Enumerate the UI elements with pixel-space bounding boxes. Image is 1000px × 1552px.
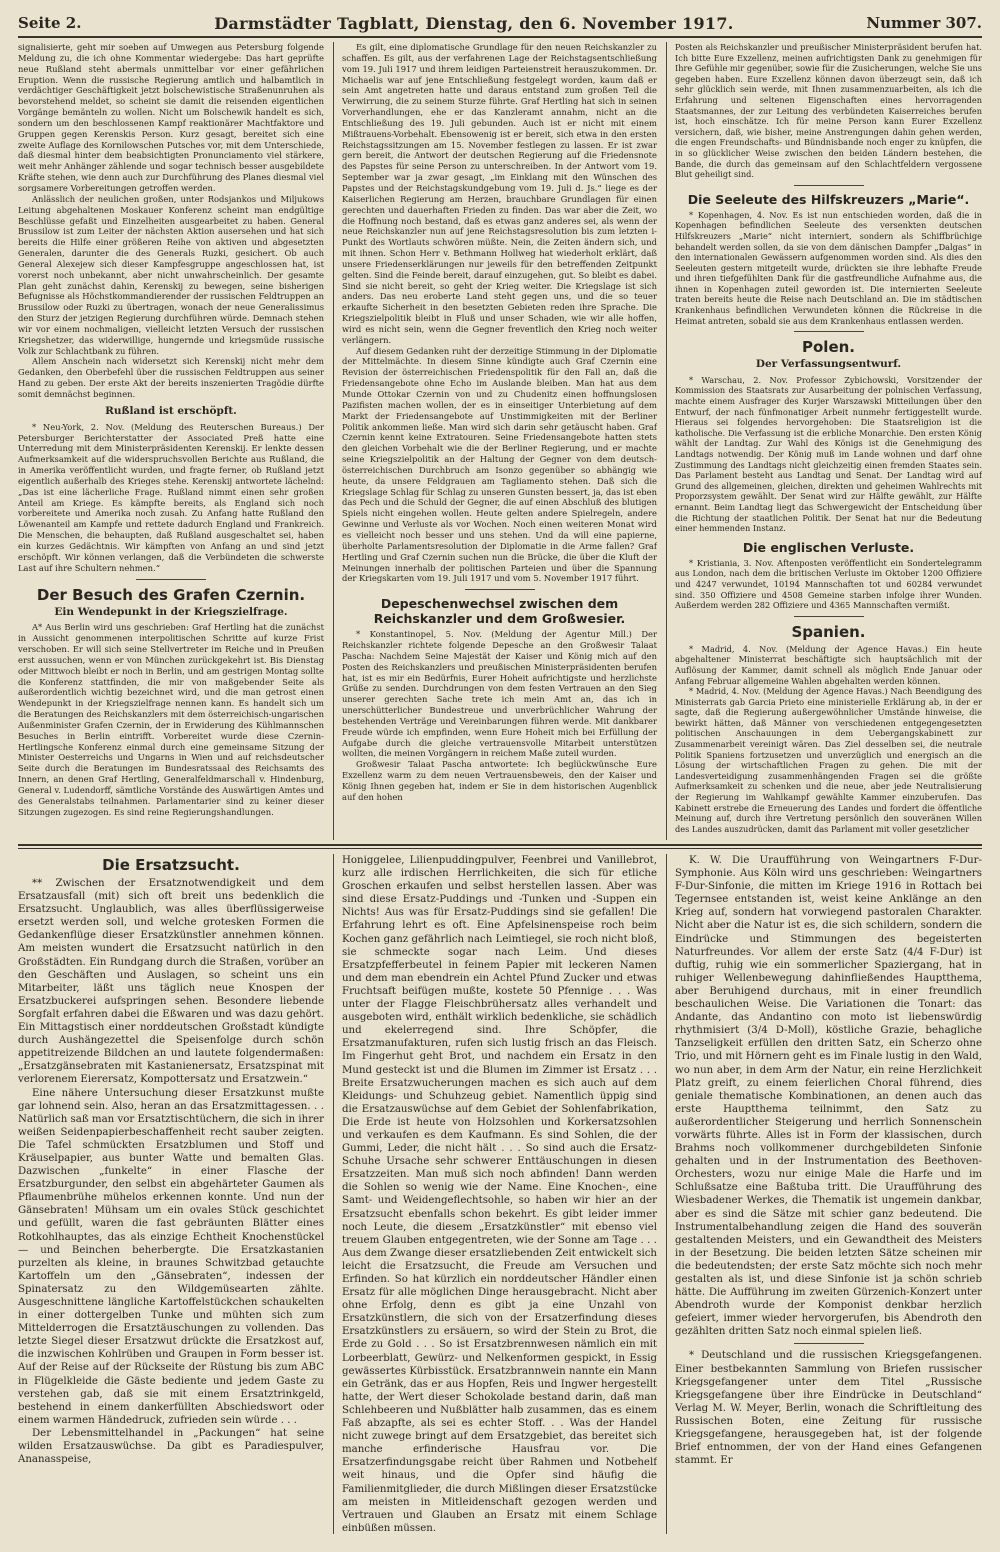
- article-text: * Neu-York, 2. Nov. (Meldung des Reuterschen Bureaus.) Der Petersburger Berichterstatter der Associated Preß hatte eine Unterredung mit dem Ministerpräsidenten Kerenskij. Er lenkte dessen Aufmerksamkeit auf die widerspruchsvollen Berichte aus Rußland, die in Amerika veröffentlicht wurden, und fragte ferner, ob Rußland jetzt eigentlich außerhalb des Krieges stehe. Kerenskij antwortete lächelnd: „Das ist eine lächerliche Frage. Rußland nimmt einen sehr großen Anteil am Kriege. Es kämpfte bereits, als England sich noch vorbereitete und Amerika noch zusah. Zu Anfang hatte Rußland den Löwenanteil am Kampfe und rettete dadurch England und Frankreich. Die Menschen, die behaupten, daß Rußland ausgeschaltet sei, haben ein kurzes Gedächtnis. Wir kämpften von Anfang an und sind jetzt erschöpft. Wir können verlangen, daß die Verbündeten die schwerste Last auf ihre Schultern nehmen.“: [18, 421, 324, 573]
- separator: [794, 331, 864, 332]
- article-text: Honiggelee, Lilienpuddingpulver, Feenbrei und Vanillebrot, kurz alle irdischen Herrlichkeiten, die sich für etliche Groschen erkaufen und selbst herstellen lassen. Aber was sind diese Ersatz-Puddings und -Tunken und -Suppen ein Nichts! Aus was für Ersatz-Puddings sind sie gefallen! Die Erfahrung lehrt es oft. Eine Apfelsinenspeise roch beim Kochen ganz gefährlich nach Leimtiegel, sie roch nicht bloß, sie schmeckte sogar nach Leim. Und dieses Ersatzpfefferbeutel in feinem Papier mit leckeren Namen und dem man ebendrein ein Achtel Pfund Zucker und etwas Fruchtsaft beifügen mußte, kostete 50 Pfennige . . . Was unter der Flagge Fleischbrühersatz alles verhandelt und ausgeboten wird, enthält wirklich bedenkliche, sie schädlich und ekelerregend sind. Ihre Schöpfer, die Ersatzmanufakturen, rufen sich lustig frisch an das Fleisch. Im Fingerhut geht Brot, und nachdem ein Ersatz in den Mund gesteckt ist und die Blumen im Zimmer ist Ersatz . . . Breite Ersatzwucherungen machen es sich auch auf dem Kleidungs- und Schuhzeug gebiet. Namentlich üppig sind die Ersatzauswüchse auf dem Gebiet der Sohlenfabrikation, Die Erde ist heute von Holzsohlen und Korkersatzsohlen und verkaufen es dem Kaufmann. Es sind Sohlen, die der Gummi, Leder, die nicht hält . . . So sind auch die Ersatz-Schuhe Ursache sehr schwerer Enttäuschungen in diesen Ersatzzeiten. Man muß sich noch abfinden! Dann werden die Sohlen so wenig wie der Name. Eine Knochen-, eine Samt- und Weidengeflechtsohle, so haben wir hier an der Ersatzsucht ebenfalls schon bekehrt. Es gibt leider immer noch Leute, die diesem „Ersatzkünstler“ mit ebenso viel treuem Glauben entgegentreten, wie der Sonne am Tage . . . Aus dem Zwange dieser ersatzliebenden Zeit entwickelt sich leicht die Ersatzsucht, die Freude am Versuchen und Erfinden. So hat kürzlich ein norddeutscher Händler einen Ersatz für alle möglichen Dinge herausgebracht. Nicht aber ohne Erfolg, denn es gibt ja eine Unzahl von Ersatzkünstlern, die sich von der Ersatzerfindung dieses Ersatzkünstlers zu ersäuern, so wird der Stein zu Brot, die Erde zu Gold . . . So ist Ersatzbrennwesen nämlich ein mit Lorbeerblatt, Gewürz- und Nelkenformen gespickt, in Essig gewässertes Kürbisstück. Ersatzbrannwein nannte ein Mann ein Getränk, das er aus Hopfen, Reis und Ingwer hergestellt hatte, der Wert dieser Schokolade bestand darin, daß man Schlehbeeren und Nußblätter halb zusammen, das es einem Faß abzapfte, als sei es echter Stoff. . . Was der Handel nicht zuwege bringt auf dem Ersatzgebiet, das bereitet sich manche erfinderische Hausfrau vor. Die Ersatzerfindungsgabe reicht über Rahmen und Notbehelf weit hinaus, und die Opfer sind häufig die Familienmitglieder, die durch Mißlingen dieser Ersatzstücke am meisten in Mitleidenschaft gezogen werden und Vertrauen und Glauben an Ersatz mit einem Schlage einbüßen müssen.: [342, 855, 657, 1534]
- separator: [136, 579, 206, 580]
- article-headline: Polen.: [802, 338, 855, 357]
- article-text: Der Lebensmittelhandel in „Packungen“ hat seine wilden Ersatzauswüchse. Da gibt es Paradiespulver, Ananasspeise,: [18, 1427, 324, 1466]
- article-headline: Der Besuch des Grafen Czernin.: [36, 585, 306, 604]
- article-text: Anlässlich der neulichen großen, unter Rodsjankos und Miljukows Leitung abgehaltenen Moskauer Konferenz scheint man endgültige Beschlüsse gefaßt und Einzelheiten ausgearbeitet zu haben. General Brussilow ist zum Leiter der nächsten Aktion ausersehen und hat sich bereits die Hilfe einer größeren Reihe von aktiven und abgesetzten Generalen, darunter die des Generals Ruzki, gesichert. Ob auch General Alexejew sich dieser Kampfesgruppe angeschlossen hat, ist vorerst noch unbekannt, aber nicht unwahrscheinlich. Der gesamte Plan geht zunächst dahin, Kerenskij zu bewegen, seine bisherigen Befugnisse als Höchstkommandierender der russischen Feldtruppen an Brussilow oder Ruzki zu übertragen, wonach der neue Generalissimus den Sturz der jetzigen Regierung durchführen würde. Demnach stehen wir vor einem nochmaligen, vielleicht letzten Versuch der russischen Kriegshetzer, das widerwillige, hungernde und kriegsmüde russische Volk zur Schlachtbank zu führen.: [18, 193, 324, 356]
- separator: [465, 589, 535, 590]
- article-headline: Die englischen Verluste.: [742, 539, 915, 555]
- article-text: A* Aus Berlin wird uns geschrieben: Graf Hertling hat die zunächst in Aussicht genommenen interpolitischen Schritte auf kurze Frist verschoben. Er will sich seine Stellvertreter im Reiche und in Preußen erst aussuchen, wenn er von München zurückgekehrt ist. Bis Dienstag oder Mittwoch bleibt er noch in Berlin, und am gestrigen Montag sollte die Konferenz stattfinden, die mir von maßgebender Seite als außerordentlich wichtig bezeichnet wird, und die man getrost einen Wendepunkt in der Kriegszielfrage nennen kann. Es handelt sich um die Beratungen des Reichskanzlers mit dem österreichisch-ungarischen Außenminister Grafen Czernin, der in Erwiderung des Kühlmannschen Besuches in Berlin eintrifft. Vorbereitet wurde diese Czernin-Hertlingsche Konferenz einmal durch eine gemeinsame Sitzung der Minister Oesterreichs und Ungarns in Wien und auf reichsdeutscher Seite durch die Beratungen im Bundesratssaal des Reichsamts des Innern, an denen Graf Hertling, Generalfeldmarschall v. Hindenburg, General v. Ludendorff, sämtliche Vorstände des Auswärtigen Amtes und des Generalstabs teilnahmen. Parlamentarier sind zu keiner dieser Sitzungen zugezogen. Es sind reine Regierungshandlungen.: [18, 622, 324, 817]
- feuilleton-rule: [18, 844, 982, 846]
- article-text: Posten als Reichskanzler und preußischer Ministerpräsident berufen hat. Ich bitte Eure Exzellenz, meinen aufrichtigsten Dank zu genehmigen für Ihre Gefühle mir gegenüber, sowie für die Zusicherungen, welche Sie uns gegeben haben. Eure Exzellenz können davon überzeugt sein, daß ich sehr glücklich sein werde, mit Ihnen zusammenzuarbeiten, als ich die Erfahrung und seltenen Eigenschaften eines hervorragenden Staatsmannes, der zur Leitung des verbündeten Kaiserreiches berufen ist, hoch einschätze. Ich für meine Person kann Eurer Exzellenz versichern, daß, wie bisher, meine Anstrengungen dahin gehen werden, die engen Freundschafts- und Bündnisbande noch enger zu knüpfen, die in so glücklicher Weise zwischen den beiden Ländern bestehen, die Bande, die durch das gemeinsam auf den Schlachtfeldern vergossene Blut geheiligt sind.: [675, 42, 982, 180]
- column-rule: [333, 854, 334, 1534]
- separator: [794, 185, 864, 186]
- article-text: * Kopenhagen, 4. Nov. Es ist nun entschieden worden, daß die in Kopenhagen befindlichen Seeleute des versenkten deutschen Hilfskreuzers „Marie“ nicht interniert, sondern als Schiffbrüchige behandelt werden sollen, da sie von dem dänischen Dampfer „Dalgas“ in den internationalen Gewässern aufgenommen worden sind. Als dies den Seeleuten gestern mitgeteilt wurde, drückten sie ihre lebhafte Freude und ihren tiefgefühlten Dank für die gastfreundliche Aufnahme aus, die ihnen in Kopenhagen zuteil geworden ist. Die internierten Seeleute traten bereits heute die Reise nach Deutschland an. Die im städtischen Krankenhaus befindlichen Verwundeten können die Rückreise in die Heimat antreten, sobald sie aus dem Krankenhaus entlassen werden.: [675, 209, 982, 326]
- column-rule: [333, 42, 334, 840]
- column-rule: [666, 854, 667, 1534]
- article-headline: Die Seeleute des Hilfskreuzers „Marie“.: [687, 191, 970, 207]
- article-text: Es gilt, eine diplomatische Grundlage für den neuen Reichskanzler zu schaffen. Es gilt, aus der verfahrenen Lage der Reichstagsentschließung vom 19. Juli 1917 und ihrem leidigen Parteienstreit herauszukommen. Dr. Michaelis war auf jene Entschließung festgelegt worden, kaum daß er sein Amt angetreten hatte und daraus entstand zum großen Teil die Verwirrung, die zu seinem Sturze führte. Graf Hertling hat sich in seinen Vorverhandlungen, ehe er das Kanzleramt annahm, nicht an die Entschließung des 19. Juli gebunden. Auch ist er nicht mit einem Mißtrauens-Vorbehalt. Ebensowenig ist er bereit, sich etwa in den ersten Reichstagssitzungen am 15. November festlegen zu lassen. Er ist zwar gern bereit, die Antwort der deutschen Regierung auf die Friedensnote des Papstes für seine Person zu unterschreiben. In der Antwort vom 19. September war ja zwar gesagt, „im Einklang mit den Wünschen des Papstes und der Reichstagskundgebung vom 19. Juli d. Js.“ liege es der Kaiserlichen Regierung am Herzen, brauchbare Grundlagen für einen gerechten und dauerhaften Frieden zu finden. Das war aber die Zeit, wo die Hoffnung noch bestand, daß es etwas ganz anderes sei, als wenn der neue Reichskanzler nun auf jene Reichstagsresolution bis zum letzten i-Punkt des Wortlauts schwören müßte. Nein, die Zeiten ändern sich, und mit ihnen. Schon Herr v. Bethmann Hollweg hat wiederholt erklärt, daß unsere Friedenserklärungen nur jeweils für den betreffenden Zeitpunkt gelten. Sind die Feinde bereit, darauf einzugehen, gut. So bleibt es dabei. Sind sie nicht bereit, so geht der Krieg weiter. Die Kriegslage ist sich anders. Das neu eroberte Land steht gegen uns, und die so teuer erkaufte Sicherheit in den besetzten Gebieten reden ihre Sprache. Die Kriegszielpolitik bleibt in Fluß und unser Schaden, wie wir alle hoffen, wird es nicht sein, wenn die Gegner freventlich den Krieg noch weiter verlängern.: [342, 42, 657, 345]
- feuilleton-column-2: [342, 854, 657, 1535]
- article-text: signalisierte, geht mir soeben auf Umwegen aus Petersburg folgende Meldung zu, die ich ohne Kommentar wiedergebe: Das hart geprüfte neue Rußland steht abermals unmittelbar vor einer gefährlichen Eruption. Wenn die russische Regierung amtlich und halbamtlich in verdächtiger Geschäftigkeit jetzt bolschewistische Straßenunruhen als bevorstehend meldet, so scheint sie damit die reisenden eigentlichen Vorgänge bemänteln zu wollen. Nicht um Bolschewik handelt es sich, sondern um den beschlossenen Kampf reaktionärer Machtfaktore und Gruppen gegen Kerenskis Person. Kurz gesagt, bereitet sich eine zweite Auflage des Kornilowschen Putsches vor, mit dem Unterschiede, daß diesmal hinter dem beabsichtigten Pronunciamento viel stärkere, weit mehr Anhänger zählende und sogar technisch besser ausgebildete Kräfte stehen, wie denn auch zur Durchführung des Planes diesmal viel sorgsamere Vorbereitungen getroffen werden.: [18, 42, 324, 193]
- article-text: Auf diesem Gedanken ruht der derzeitige Stimmung in der Diplomatie der Mittelmächte. In diesem Sinne kündigte auch Graf Czernin eine Revision der österreichischen Friedenspolitik für den Fall an, daß die Friedensangebote ohne Echo im Auslande bleiben. Man hat aus dem Munde Ottokar Czernin von und zu Chudenitz einen hoffnungslosen Pazifisten machen wollen, der es in einseitiger Unterbietung auf dem Markt der Friedensangebote auf Unstimmigkeiten mit der Berliner Politik ankommen ließe. Man wird sich darin sehr getäuscht haben. Graf Czernin kennt keine Extratouren. Seine Friedensangebote hatten stets den gleichen Vorbehalt wie die der Berliner Regierung, und er machte seine Kriegszielpolitik an der Haltung der Gegner von dem deutsch-österreichischen Durchbruch am Isonzo gegenüber so abhängig wie heute, da unsere Feldgrauen am Tagliamento stehen. Daß sich die Kriegslage Schlag für Schlag zu unseren Gunsten bessert, ja, das ist eben das Pech und die Schuld der Gegner, die auf einen Abschluß des blutigen Spiels nicht eingehen wollen. Heute gelten andere Spielregeln, andere Gewinne und Verluste als vor Wochen. Noch einen weiteren Monat wird es vielleicht noch besser und uns stehen. Und da will eine papierne, überholte Parlamentsresolution der Diplomatie in die Arme fallen? Graf Hertling und Graf Czernin suchen nun die Brücke, die über die Kluft der Meinungen innerhalb der politischen Parteien und über die Spannung der Kriegskarten vom 19. Juli 1917 und vom 5. November 1917 führt.: [342, 345, 657, 584]
- column-2: [342, 42, 657, 803]
- article-subheadline: Ein Wendepunkt in der Kriegszielfrage.: [54, 605, 288, 618]
- article-text: ** Zwischen der Ersatznotwendigkeit und dem Ersatzausfall (mit) sich oft breit uns bedenklich die Ersatzsucht. Unglaublich, was alles überflüssigerweise ersetzt werden soll, und welche grotesken Formen die Gedankenflüge dieser Ersatzkünstler annehmen können. Am meisten wundert die Ersatzsucht natürlich in den Großstädten. Ein Rundgang durch die Straßen, vorüber an den Geschäften und Auslagen, so scheint uns ein Mitarbeiter, läßt uns täglich neue Knospen der Ersatzbuckerei aufspringen sehen. Besondere liebende Sorgfalt erfahren dabei die Eßwaren und was dazu gehört. Ein Mittagstisch einer norddeutschen Großstadt kündigte durch Aushängezettel die Speisenfolge durch schön appetitreizende Bildchen an und lautete folgendermaßen: „Ersatzgänsebraten mit Kastanienersatz, Ersatzspinat mit verlorenem Eierersatz, Kompottersatz und Ersatzwein.“: [18, 878, 324, 1086]
- article-text: K. W. Die Uraufführung von Weingartners F-Dur-Symphonie. Aus Köln wird uns geschrieben: Weingartners F-Dur-Sinfonie, die mitten im Kriege 1916 in Rottach bei Tegernsee entstanden ist, weist keine Anklänge an den Krieg auf, sondern hat vorwiegend pastoralen Charakter. Nicht aber die Natur ist es, die sich schildern, sondern die Eindrücke und Stimmungen des begeisterten Naturfreundes. Vor allem der erste Satz (4/4 F-Dur) ist duftig, ruhig wie ein sommerlicher Spaziergang, hat in ruhiger Wellenbewegung dahinfließendes Hauptthema, aber Beruhigend durchaus, mit in einer freundlich beschaulichen Weise. Die Variationen die Tonart: das Andante, das Andantino con moto ist liebenswürdig rhythmisiert (3/4 D-Moll), köstliche Grazie, behagliche Tanzseligkeit erfüllen den dritten Satz, ein Scherzo ohne Trio, und mit Hörnern geht es im Finale lustig in den Wald, wo nun aber, in dem Arm der Natur, ein reine Herzlichkeit Platz greift, zu einem feierlichen Choral führend, dies geniale thematische Kombinationen, an denen auch das erste Hauptthema teilnimmt, den Satz zu außerordentlicher Steigerung und herrlich Sonnenschein vorwärts führte. Alles ist in Form der klassischen, durch Brahms noch vollkommener durchgebildeten Sinfonie gehalten und in der Instrumentation des Beethoven-Orchesters, wozu nur einige Male die Harfe und im Schlußsatze eine Baßtuba tritt. Die Uraufführung des Wiesbadener Werkes, die Thematik ist ungemein dankbar, aber es sind die Sätze mit schier ganz bedeutend. Die Instrumentalbehandlung zeigen die Hand des souverän gestaltenden Meisters, und ein Gewandtheit des Meisters in der Besetzung. Die beiden letzten Sätze scheinen mir die bedeutendsten; der erste Satz möchte sich noch mehr gestalten als ist, und diese Sinfonie ist ja schön schrieb hätte. Die Aufführung im zweiten Gürzenich-Konzert unter Abendroth wurde der Komponist denkbar herzlich gefeiert, immer wieder hervorgerufen, bis Abendroth den gezählten dritten Satz noch einmal spielen ließ.: [675, 855, 982, 1338]
- article-text: * Madrid, 4. Nov. (Meldung der Agence Havas.) Ein heute abgehaltener Ministerrat beschäftigte sich hauptsächlich mit der Auflösung der Kammer, damit schnell als möglich Ende Januar oder Anfang Februar allgemeine Wahlen abgehalten werden können.: [675, 643, 982, 686]
- masthead-title: Darmstädter Tagblatt, Dienstag, den 6. November 1917.: [214, 13, 734, 33]
- article-text: * Konstantinopel, 5. Nov. (Meldung der Agentur Mill.) Der Reichskanzler richtete folgende Depesche an den Großwesir Talaat Pascha: Nachdem Seine Majestät der Kaiser und König mich auf den Posten des Reichskanzlers und preußischen Ministerpräsidenten berufen hat, ist es mir ein Bedürfnis, Eurer Hoheit aufrichtigste und herzlichste Grüße zu senden. Durchdrungen von dem festen Vertrauen an den Sieg unserer gerechten Sache trete ich mein Amt an, das ich in unerschütterlicher Bundestreue und unverbrüchlicher Wahrung der bestehenden Verträge und Vereinbarungen führen werde. Mit dankbarer Freude würde ich empfinden, wenn Eure Hoheit mich bei Erfüllung der Aufgabe durch die gleiche vertrauensvolle Mitarbeit unterstützen wollten, die meinen Vorgängern in reichem Maße zuteil wurden.: [342, 629, 657, 759]
- article-subheadline: Der Verfassungsentwurf.: [755, 358, 902, 371]
- article-text: * Kristiania, 3. Nov. Aftenposten veröffentlicht ein Sondertelegramm aus London, nach dem die britischen Verluste im Oktober 1200 Offiziere und 4247 verwundet, 10194 Mannschaften tot und 60284 verwundet sind. 350 Offiziere und 4508 Gemeine starben infolge ihrer Wunden. Außerdem werden 282 Offiziere und 4365 Mannschaften vermißt.: [675, 557, 982, 611]
- article-text: * Madrid, 4. Nov. (Meldung der Agence Havas.) Nach Beendigung des Ministerrats gab Garcia Prieto eine ministerielle Erklärung ab, in der er sagte, daß die Regierung außergewöhnlicher Umstände hinweise, die bewirkt hätten, daß Männer von verschiedenen entgegengesetzten politischen Anschauungen in dem Uebergangskabinett zur Zusammenarbeit vereinigt wären. Das Ziel desselben sei, die neutrale Politik Spaniens fortzusetzen und unverzüglich und energisch an die Lösung der wirtschaftlichen Fragen zu gehen. Die mit der Landesverteidigung zusammenhängenden Fragen sei die größte Aufmerksamkeit zu schenken und die neue, aber jede Neutralisierung der Regierung im Wahlkampf gewählte Kammer einzuberufen. Das Kabinett erstrebe die Erneuerung des Landes und fordert die öffentliche Meinung auf, durch ihre Vertretung persönlich den souveränen Willen des Landes auszudrücken, damit das Parlament mit voller gesetzlicher: [675, 686, 982, 834]
- page-header: [18, 10, 982, 38]
- article-text: * Warschau, 2. Nov. Professor Zybichowski, Vorsitzender der Kommission des Staatsrats zur Ausarbeitung der polnischen Verfassung, machte einem Ausfrager des Kurjer Warszawski Mitteilungen über den Entwurf, der nach fünfmonatiger Arbeit nunmehr fertiggestellt wurde. Hieraus sei folgendes hervorgehoben: Die Staatsreligion ist die katholische. Die Verfassung ist die erbliche Monarchie. Den ersten König wählt der Landtag. Zur Wahl des Königs ist die Genehmigung des Landtags notwendig. Der König muß im Lande wohnen und darf ohne Zustimmung des Landtags nicht gleichzeitig einen fremden Staates sein. Das Parlament besteht aus Landtag und Senat. Der Landtag wird auf Grund des allgemeinen, gleichen, direkten und geheimen Wahlrechts mit Proporzsystem gewählt. Der Senat wird zur Hälfte gewählt, zur Hälfte ernannt. Beim Landtag liegt das Schwergewicht der Entscheidung über die Richtung der staatlichen Politik. Der Senat hat nur die Bedeutung einer hemmenden Instanz.: [675, 374, 982, 534]
- article-headline: Spanien.: [791, 622, 866, 641]
- article-text: Großwesir Talaat Pascha antwortete: Ich beglückwünsche Eure Exzellenz warm zu dem neuen Vertrauensbeweis, den der Kaiser und König Ihnen gegeben hat, indem er Sie in dem historischen Augenblick auf den hohen: [342, 759, 657, 802]
- page-number: Seite 2.: [18, 14, 82, 32]
- section-heading: Rußland ist erschöpft.: [105, 404, 237, 417]
- article-headline: Die Ersatzsucht.: [102, 856, 240, 874]
- feuilleton-rule: [18, 848, 982, 849]
- separator: [794, 1343, 864, 1344]
- column-1: [18, 42, 324, 818]
- separator: [794, 616, 864, 617]
- column-rule: [666, 42, 667, 840]
- article-headline: Depeschenwechsel zwischen dem Reichskanzler und dem Großwesier.: [373, 596, 626, 627]
- feuilleton-column-3: [675, 854, 982, 1467]
- feuilleton-column-1: [18, 854, 324, 1466]
- article-text: Allem Anschein nach widersetzt sich Kerenskij nicht mehr dem Gedanken, den Oberbefehl über die russischen Feldtruppen aus seiner Hand zu geben. Der erste Akt der bereits inszenierten Tragödie dürfte somit demnächst beginnen.: [18, 356, 324, 399]
- issue-number: Nummer 307.: [866, 14, 982, 32]
- article-text: * Deutschland und die russischen Kriegsgefangenen. Einer bestbekannten Sammlung von Briefen russischer Kriegsgefangener unter dem Titel „Russische Kriegsgefangene über ihre Eindrücke in Deutschland“ Verlag M. W. Meyer, Berlin, wonach die Schriftleitung des Russischen Boten, eine Zeitung für russische Kriegsgefangene, herausgegeben hat, ist der folgende Brief entnommen, der von der Hand eines Gefangenen stammt. Er: [675, 1350, 982, 1467]
- column-3: [675, 42, 982, 834]
- article-text: Eine nähere Untersuchung dieser Ersatzkunst mußte gar lohnend sein. Also, heran an das Ersatzmittagessen. . . Natürlich saß man vor Ersatztischtüchern, die sich in ihrer weißen Seidenpapierbeschaffenheit recht sauber zeigten. Die Tafel schmückten Ersatzblumen und Stoff und Kräuselpapier, aus bunter Watte und bemalten Glas. Dazwischen „funkelte“ in einer Flasche der Ersatzburgunder, den selbst ein abgehärteter Gaumen als Pflaumenbrühe mühelos erkennen konnte. Und nun der Gänsebraten! Mühsam um ein ovales Stück geschichtet und gefüllt, waren die fast gebräunten Blätter eines Rotkohlhauptes, das als einzige Echtheit Knochenstückel — und Beinchen beherbergte. Die Ersatzkastanien purzelten als kleine, in braunes Schwitzbad getauchte Kartoffeln um den „Gänsebraten“, indessen der Spinatersatz zu den Wildgemüsearten zählte. Ausgeschnittene längliche Kartoffelstückchen schaukelten in einer dottergelben Tunke und mühten sich zum Mittelderrogen die Ersatztäuschungen zu vollenden. Das letzte Siegel dieser Ersatzwut drückte die Ersatzkost auf, die inzwischen Kohlrüben und Graupen in Form besser ist. Auf der Reise auf der Rückseite der Rüstung bis zum ABC in Flügelkleide die Gäste bediente und jedem Gaste zu verstehen gab, daß sie mit einem Ersatztrinkgeld, bestehend in einem dankerfüllten Abschiedswort oder einem warmen Händedruck, zufrieden sein würde . . .: [18, 1087, 324, 1426]
